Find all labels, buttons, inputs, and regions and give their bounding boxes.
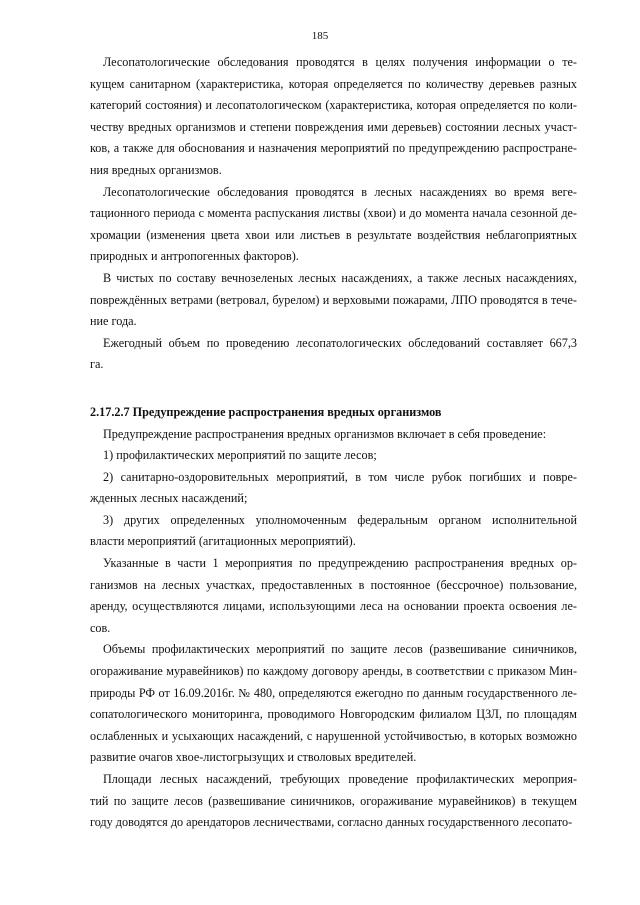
paragraph	[90, 182, 577, 268]
text-line: Лесопатологические обследования проводятся в целях получения информации о те-	[103, 55, 577, 69]
text-line: ков, а также для обоснования и назначения мероприятий по предупреждению распростране-	[90, 141, 577, 156]
text-line: Ежегодный объем по проведению лесопатологических обследований составляет 667,3	[103, 335, 577, 350]
paragraph	[90, 268, 577, 333]
text-line: природных и антропогенных факторов).	[90, 249, 299, 264]
paragraph	[90, 445, 577, 467]
text-line: кущем санитарном (характеристика, которая определяется по количеству деревьев разных	[90, 76, 577, 91]
text-line: тий по защите лесов (развешивание синичников, огораживание муравейников) в текущем	[90, 793, 577, 808]
text-line: ние года.	[90, 314, 137, 329]
text-line: развитие очагов хвое-листогрызущих и стволовых вредителей.	[90, 750, 417, 765]
text-line: Указанные в части 1 мероприятия по предупреждению распространения вредных ор-	[103, 556, 577, 571]
document-body	[90, 52, 577, 834]
text-line: власти мероприятий (агитационных мероприятий).	[90, 534, 356, 549]
text-line: жденных лесных насаждений;	[90, 491, 248, 506]
paragraph	[90, 333, 577, 376]
text-line: 2) санитарно-оздоровительных мероприятий, в том числе рубок погибших и повре-	[103, 469, 577, 484]
text-line: ганизмов на лесных участках, предоставленных в постоянное (бессрочное) пользование,	[90, 577, 577, 592]
text-line: Объемы профилактических мероприятий по защите лесов (развешивание синичников,	[103, 642, 577, 657]
text-line: хромации (изменения цвета хвои или листьев в результате воздействия неблагоприятных	[90, 227, 577, 242]
text-line: огораживание муравейников) по каждому договору аренды, в соответствии с приказом Мин-	[90, 664, 577, 679]
text-line: году доводятся до арендаторов лесничествами, согласно данных государственного лесопато-	[90, 815, 573, 830]
text-line: В чистых по составу вечнозеленых лесных насаждениях, а также лесных насаждениях,	[103, 270, 577, 285]
paragraph	[90, 52, 577, 182]
text-line: ния вредных организмов.	[90, 162, 222, 177]
text-line: повреждённых ветрами (ветровал, бурелом) и верховыми пожарами, ЛПО проводятся в тече-	[90, 292, 577, 307]
text-line: честву вредных организмов и степени повреждения ими деревьев) состоянии лесных участ-	[90, 119, 577, 134]
text-line: Лесопатологические обследования проводятся в лесных насаждениях во время веге-	[103, 184, 577, 199]
text-line: 3) других определенных уполномоченным федеральным органом исполнительной	[103, 512, 577, 527]
paragraph	[90, 769, 577, 834]
paragraph	[90, 510, 577, 553]
text-line: тационного периода с момента распускания листвы (хвои) и до момента начала сезонной де-	[90, 206, 577, 221]
text-line: категорий состояния) и лесопатологическом (характеристика, которая определяется по коли-	[90, 98, 577, 113]
text-line: сов.	[90, 620, 111, 635]
page-number: 185	[311, 30, 329, 42]
section-heading: 2.17.2.7 Предупреждение распространения вредных организмов	[90, 404, 442, 419]
text-line: 1) профилактических мероприятий по защите лесов;	[103, 448, 377, 463]
paragraph	[90, 553, 577, 639]
text-line: Предупреждение распространения вредных организмов включает в себя проведение:	[103, 426, 547, 441]
text-line: Площади лесных насаждений, требующих проведение профилактических мероприя-	[103, 772, 577, 786]
paragraph	[90, 424, 577, 446]
text-line: га.	[90, 357, 104, 372]
text-line: аренду, осуществляются лицами, использующими леса на основании проекта освоения ле-	[90, 599, 577, 614]
text-line: сопатологического мониторинга, проводимого Новгородским филиалом ЦЗЛ, по площадям	[90, 707, 577, 722]
paragraph	[90, 467, 577, 510]
paragraph	[90, 639, 577, 769]
text-line: ослабленных и усыхающих насаждений, с нарушенной устойчивостью, в которых возможно	[90, 728, 577, 743]
text-line: природы РФ от 16.09.2016г. № 480, определяются ежегодно по данным государственного ле-	[90, 685, 577, 700]
